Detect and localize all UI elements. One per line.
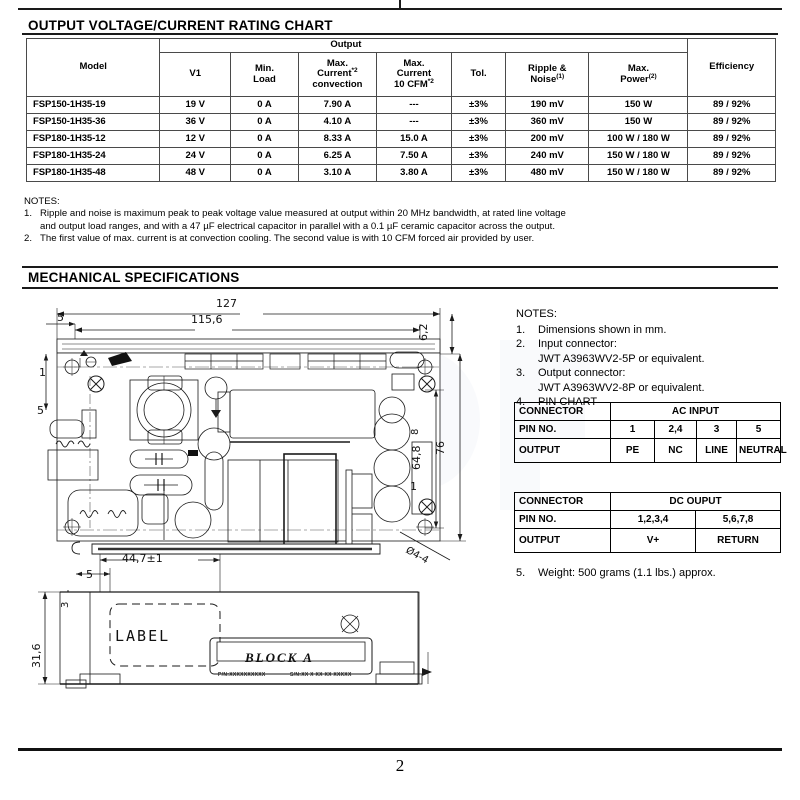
rating-heading-rule (22, 33, 778, 35)
cell-model: FSP180-1H35-12 (27, 131, 160, 148)
mechanical-note-number: 3. (516, 367, 526, 380)
cell-power: 150 W (589, 97, 688, 114)
header-max-cfm-l3: 10 CFM (393, 78, 428, 90)
cell-max-cfm: 7.50 A (376, 148, 451, 165)
cell-efficiency: 89 / 92% (688, 114, 776, 131)
rating-note-text (40, 233, 776, 245)
output-rating-table (26, 38, 776, 182)
cell-v1: 19 V (160, 97, 231, 114)
mechanical-note-item (516, 366, 784, 395)
header-tol: Tol. (451, 53, 505, 97)
ac-output-value: NC (655, 439, 697, 463)
block-a-pn-text: P/N:XXXXXXXXXX (218, 672, 266, 678)
cell-max-conv: 6.25 A (298, 148, 376, 165)
header-power-l1: Max. (627, 62, 649, 74)
cell-ripple: 200 mV (506, 131, 589, 148)
cell-tol: ±3% (451, 131, 505, 148)
dim-right-648: 64,8 (410, 445, 423, 470)
ac-output-value: NEUTRAL (737, 439, 781, 463)
header-max-cfm-l2: Current (396, 68, 432, 80)
table-row (27, 165, 776, 182)
dim-side-height: 31,6 (30, 643, 43, 668)
mechanical-notes (516, 307, 784, 410)
label-box-text: LABEL (115, 627, 171, 645)
ac-pin-value: 5 (737, 421, 781, 439)
table-row (27, 97, 776, 114)
weight-note-number: 5. (516, 567, 526, 579)
ac-pin-value: 3 (697, 421, 737, 439)
ac-pin-value: 1 (611, 421, 655, 439)
mechanical-note-text (538, 337, 784, 366)
block-a-sn-text: S/N:XX X XX XX XXXXX (290, 672, 352, 678)
cell-tol: ±3% (451, 165, 505, 182)
weight-note-text: Weight: 500 grams (1.1 lbs.) approx. (538, 567, 716, 579)
header-max-conv-l3: convection (312, 78, 363, 90)
table-row (27, 114, 776, 131)
dc-output-label: OUTPUT (515, 529, 611, 553)
dim-overall-width: 127 (216, 297, 237, 310)
cell-max-cfm: --- (376, 97, 451, 114)
mechanical-specifications-heading: MECHANICAL SPECIFICATIONS (28, 270, 240, 285)
mechanical-notes-title: NOTES: (516, 308, 557, 320)
mechanical-note-item (516, 337, 784, 366)
pin-chart-pin-row (515, 421, 781, 439)
header-output-group: Output (160, 39, 688, 53)
header-max-cfm-l1: Max. (403, 57, 425, 69)
cell-min-load: 0 A (231, 114, 299, 131)
header-efficiency-group (688, 39, 776, 97)
header-efficiency-label: Efficiency (709, 61, 755, 73)
cell-tol: ±3% (451, 148, 505, 165)
pin-chart-pin-row (515, 511, 781, 529)
cell-v1: 12 V (160, 131, 231, 148)
rating-note-item (24, 233, 776, 245)
pin-chart-output-row (515, 439, 781, 463)
top-center-tick (399, 0, 401, 10)
cell-max-conv: 8.33 A (298, 131, 376, 148)
cell-min-load: 0 A (231, 148, 299, 165)
cell-min-load: 0 A (231, 131, 299, 148)
dc-connector-value: DC OUPUT (611, 493, 781, 511)
mechanical-note-text: PIN CHART (538, 396, 598, 409)
ac-pin-value: 2,4 (655, 421, 697, 439)
cell-ripple: 240 mV (506, 148, 589, 165)
cell-power: 150 W / 180 W (589, 148, 688, 165)
block-a-text: BLOCK A (245, 650, 314, 665)
header-ripple-l2: Noise (530, 73, 557, 85)
dim-label-top: 3 (60, 601, 71, 608)
header-min-load (231, 53, 299, 97)
cell-max-conv: 3.10 A (298, 165, 376, 182)
mechanical-note-number: 4. (516, 396, 526, 409)
dc-output-value: V+ (611, 529, 696, 553)
rating-note-line1: The first value of max. current is at convection cooling. The second value is with 10 CFM forced air provided by user. (40, 232, 535, 244)
cell-min-load: 0 A (231, 165, 299, 182)
cell-tol: ±3% (451, 97, 505, 114)
cell-model: FSP150-1H35-36 (27, 114, 160, 131)
mechanical-drawing (20, 292, 500, 712)
table-row (27, 131, 776, 148)
dim-hole-callout: Ø4-4 (403, 545, 431, 567)
dim-right-76: 76 (434, 441, 447, 455)
cell-efficiency: 89 / 92% (688, 97, 776, 114)
cell-tol: ±3% (451, 114, 505, 131)
cell-power: 150 W (589, 114, 688, 131)
mechanical-note-main: Input connector: (538, 338, 617, 351)
cell-max-cfm: 3.80 A (376, 165, 451, 182)
header-max-conv-l1: Max. (326, 57, 348, 69)
mechanical-note-number: 2. (516, 338, 526, 351)
mechanical-note-item (516, 323, 784, 338)
dc-pin-value: 1,2,3,4 (611, 511, 696, 529)
dim-top-right-62: 6,2 (417, 323, 430, 341)
table-header-group-row (27, 39, 776, 53)
ac-output-value: PE (611, 439, 655, 463)
header-min-load-l2: Load (253, 73, 276, 85)
dim-left-offset: 5 (57, 311, 64, 324)
ac-connector-value: AC INPUT (611, 403, 781, 421)
cell-v1: 36 V (160, 114, 231, 131)
dc-connector-label: CONNECTOR (515, 493, 611, 511)
weight-note (516, 567, 784, 579)
header-max-current-convection (298, 53, 376, 97)
dim-inner-width: 115,6 (191, 313, 223, 326)
header-model: Model (27, 39, 160, 97)
mechanical-heading-rule-top (22, 266, 778, 268)
table-row (27, 148, 776, 165)
cell-max-conv: 7.90 A (298, 97, 376, 114)
rating-notes-title: NOTES: (24, 196, 60, 207)
header-v1: V1 (160, 53, 231, 97)
header-ripple-noise (506, 53, 589, 97)
mechanical-note-sub: JWT A3963WV2-5P or equivalent. (538, 352, 705, 365)
cell-v1: 24 V (160, 148, 231, 165)
cell-max-conv: 4.10 A (298, 114, 376, 131)
mechanical-note-main: Output connector: (538, 367, 626, 380)
rating-note-number: 2. (24, 232, 33, 244)
rating-note-line1: Ripple and noise is maximum peak to peak voltage value measured at output within 20 MHz bandwidth, at rated line voltage (40, 208, 566, 220)
cell-model: FSP150-1H35-19 (27, 97, 160, 114)
cell-power: 100 W / 180 W (589, 131, 688, 148)
header-max-conv-l2: Current (317, 68, 352, 80)
rating-note-item (24, 208, 776, 233)
dim-label-width: 44,7±1 (122, 552, 163, 565)
header-min-load-l1: Min. (255, 62, 274, 74)
mechanical-note-sub: JWT A3963WV2-8P or equivalent. (538, 381, 705, 394)
cell-power: 150 W / 180 W (589, 165, 688, 182)
ac-pin-label: PIN NO. (515, 421, 611, 439)
header-max-current-10cfm (376, 53, 451, 97)
pin-chart-connector-row (515, 403, 781, 421)
dc-pin-label: PIN NO. (515, 511, 611, 529)
cell-min-load: 0 A (231, 97, 299, 114)
cell-ripple: 190 mV (506, 97, 589, 114)
dim-left-1: 1 (39, 366, 46, 379)
page-number: 2 (395, 756, 405, 775)
header-power-sup: (2) (648, 72, 657, 80)
mechanical-note-text (538, 366, 784, 395)
pin-chart-ac-input (514, 402, 787, 463)
ac-output-label: OUTPUT (515, 439, 611, 463)
dim-left-5: 5 (37, 404, 44, 417)
rating-chart-heading: OUTPUT VOLTAGE/CURRENT RATING CHART (28, 18, 333, 33)
header-max-power (589, 53, 688, 97)
cell-ripple: 480 mV (506, 165, 589, 182)
mechanical-note-number: 1. (516, 323, 526, 336)
mechanical-heading-rule-bottom (22, 287, 778, 289)
pin-chart-connector-row (515, 493, 781, 511)
dc-pin-value: 5,6,7,8 (696, 511, 781, 529)
cell-model: FSP180-1H35-24 (27, 148, 160, 165)
cell-efficiency: 89 / 92% (688, 165, 776, 182)
dc-output-value: RETURN (696, 529, 781, 553)
rating-note-text (40, 208, 776, 233)
header-ripple-l1: Ripple & (528, 62, 567, 74)
header-max-cfm-sup: *2 (427, 77, 434, 85)
dim-label-offset: 5 (86, 568, 93, 581)
cell-v1: 48 V (160, 165, 231, 182)
rating-notes (24, 196, 776, 245)
cell-efficiency: 89 / 92% (688, 148, 776, 165)
rating-note-number: 1. (24, 208, 33, 220)
cell-max-cfm: 15.0 A (376, 131, 451, 148)
cell-ripple: 360 mV (506, 114, 589, 131)
cell-efficiency: 89 / 92% (688, 131, 776, 148)
header-ripple-sup: (1) (556, 72, 565, 80)
dim-right-8: 8 (410, 428, 421, 435)
ac-output-value: LINE (697, 439, 737, 463)
pin-chart-dc-output (514, 492, 781, 553)
header-max-conv-sup: *2 (351, 67, 358, 75)
pin-chart-output-row (515, 529, 781, 553)
cell-max-cfm: --- (376, 114, 451, 131)
header-power-l2: Power (620, 73, 649, 85)
dim-right-1: 1 (410, 480, 417, 493)
ac-connector-label: CONNECTOR (515, 403, 611, 421)
rating-note-line2: and output load ranges, and with a 47 µF electrical capacitor in parallel with a 0.1 µF ceramic capacitor across the output. (40, 220, 555, 232)
footer-rule (18, 748, 782, 751)
mechanical-note-text: Dimensions shown in mm. (538, 323, 667, 336)
cell-model: FSP180-1H35-48 (27, 165, 160, 182)
